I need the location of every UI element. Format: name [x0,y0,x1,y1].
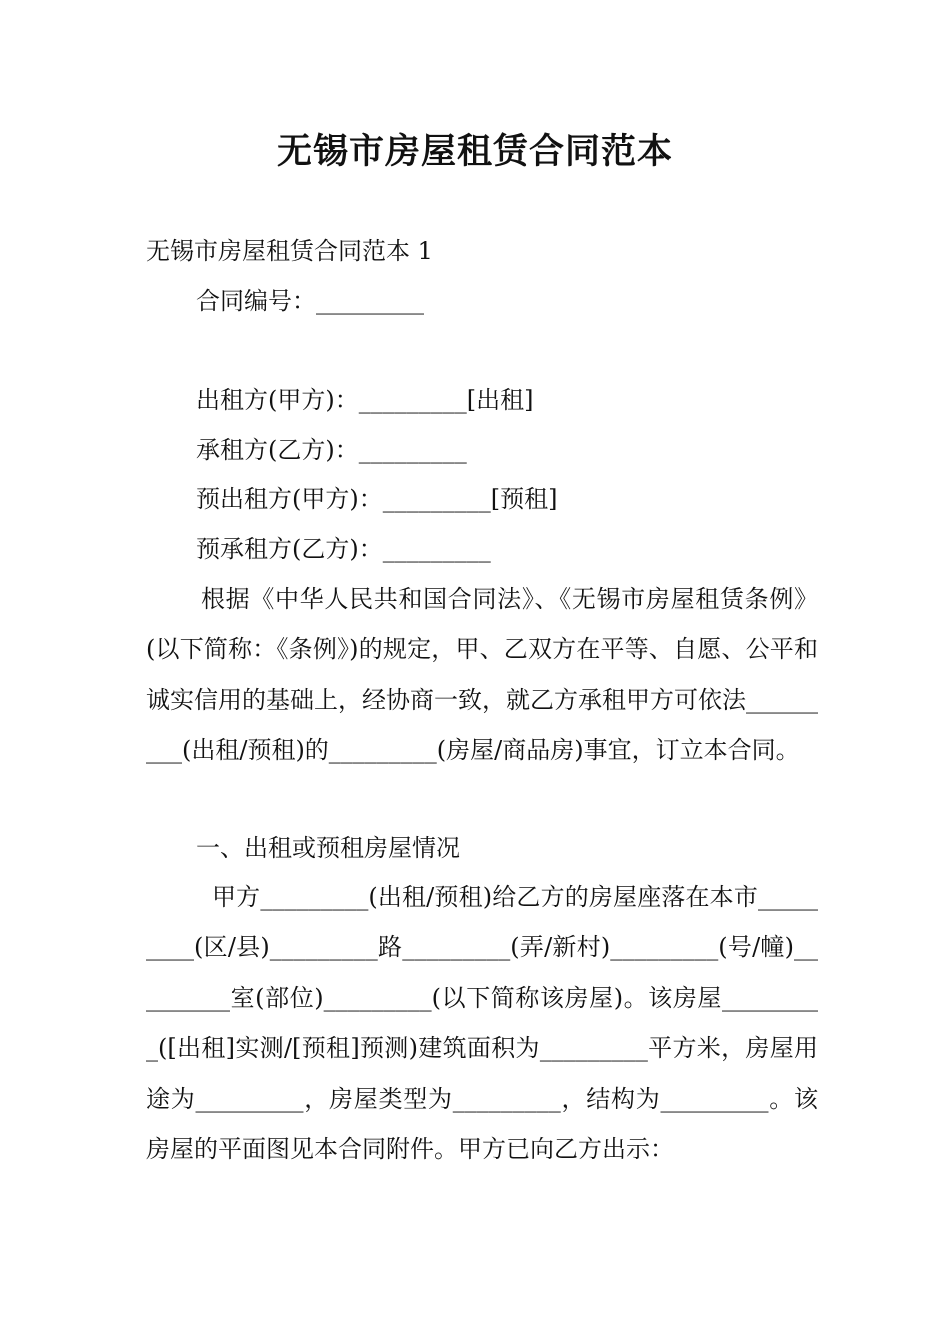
contract-number-line: 合同编号：_________ [196,287,424,315]
pre-lessee-line: 预承租方(乙方)：_________ [196,535,491,563]
document-title: 无锡市房屋租赁合同范本 [276,132,673,172]
article1-heading: 一、出租或预租房屋情况 [196,834,460,862]
lessor-line: 出租方(甲方)：_________[出租] [196,386,534,414]
lessee-line: 承租方(乙方)：_________ [196,436,467,464]
article1-paragraph [146,872,818,1174]
article1-text: 甲方_________(出租/预租)给乙方的房屋座落在本市_________(区/县)_________路_________(弄/新村)_________(号/幢)_________室(部位)_________(以下简称该房屋)。该房屋_________([出租]实测/[预租]预测)建筑面积为_________平方米，房屋用途为_________，房屋类型为_________，结构为_________。该房屋的平面图见本合同附件。甲方已向乙方出示： [146,883,818,1164]
preamble-text: 根据《中华人民共和国合同法》、《无锡市房屋租赁条例》(以下简称：《条例》)的规定，甲、乙双方在平等、自愿、公平和诚实信用的基础上，经协商一致，就乙方承租甲方可依法_________(出租/预租)的_________(房屋/商品房)事宜，订立本合同。 [146,585,818,765]
preamble-paragraph [146,574,818,776]
section-title: 无锡市房屋租赁合同范本 1 [146,237,433,265]
pre-lessor-line: 预出租方(甲方)：_________[预租] [196,485,558,513]
